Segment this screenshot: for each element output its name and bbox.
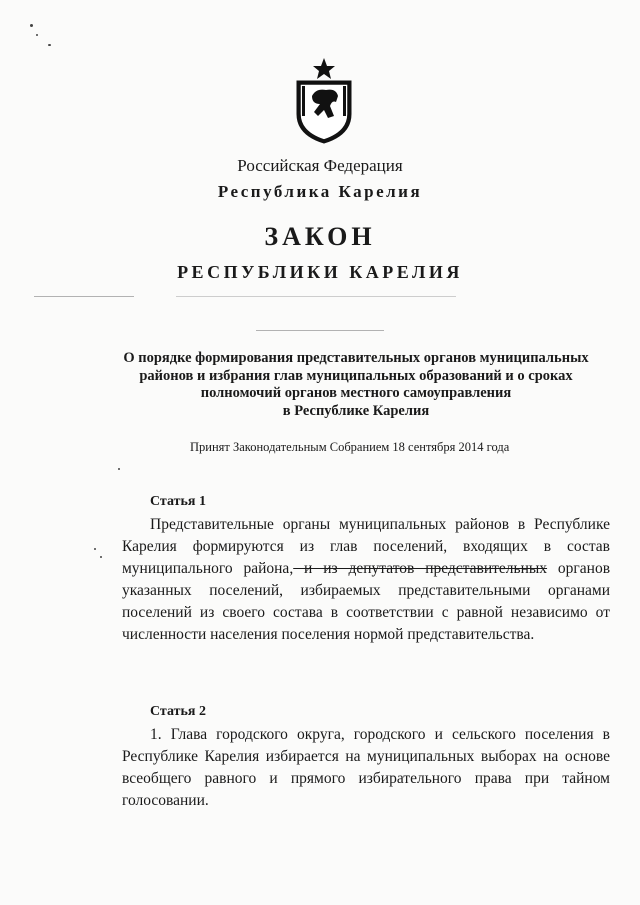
scan-speck bbox=[94, 548, 96, 550]
heading-line: полномочий органов местного самоуправления bbox=[200, 385, 512, 401]
scan-speck bbox=[118, 468, 120, 470]
heading-line: в Республике Карелия bbox=[282, 402, 430, 419]
article-1-text-part: органов указанных поселений, избираемых представительными органами поселений из своего состава в соответствии с равной независимо от численности населения поселения нормой представительства. bbox=[122, 560, 611, 643]
law-heading bbox=[108, 350, 604, 420]
article-1-text bbox=[122, 514, 610, 646]
article-2-text: 1. Глава городского округа, городского и сельского поселения в Республике Карелия избирается на муниципальных выборах на основе всеобщего равного и прямого избирательного права при тайном голосовании. bbox=[122, 726, 610, 809]
scan-line bbox=[256, 330, 384, 331]
scan-speck bbox=[30, 24, 33, 27]
scan-speck bbox=[48, 44, 51, 46]
adoption-note: Принят Законодательным Собранием 18 сентября 2014 года bbox=[190, 440, 510, 454]
republic-name: Республика Карелия bbox=[217, 182, 423, 201]
heading-line: О порядке формирования представительных органов муниципальных bbox=[123, 350, 589, 366]
scan-line bbox=[176, 296, 456, 297]
scan-speck bbox=[100, 556, 102, 558]
article-1-title: Статья 1 bbox=[150, 494, 206, 509]
law-title: ЗАКОН bbox=[264, 222, 376, 251]
country-name: Российская Федерация bbox=[237, 156, 403, 175]
scan-speck bbox=[36, 34, 38, 36]
article-1-struck-text: и из депутатов представительных bbox=[293, 560, 548, 577]
karelia-coat-of-arms-icon bbox=[292, 56, 356, 144]
heading-line: районов и избрания глав муниципальных образований и о сроках bbox=[139, 367, 573, 384]
article-2-title: Статья 2 bbox=[150, 704, 206, 719]
law-subtitle: РЕСПУБЛИКИ КАРЕЛИЯ bbox=[177, 262, 463, 282]
scan-line bbox=[34, 296, 134, 297]
article-1-text-part: Представительные органы муниципальных районов в Республике Карелия формируются из глав поселений, входящих в состав муниципального района, bbox=[122, 516, 610, 577]
